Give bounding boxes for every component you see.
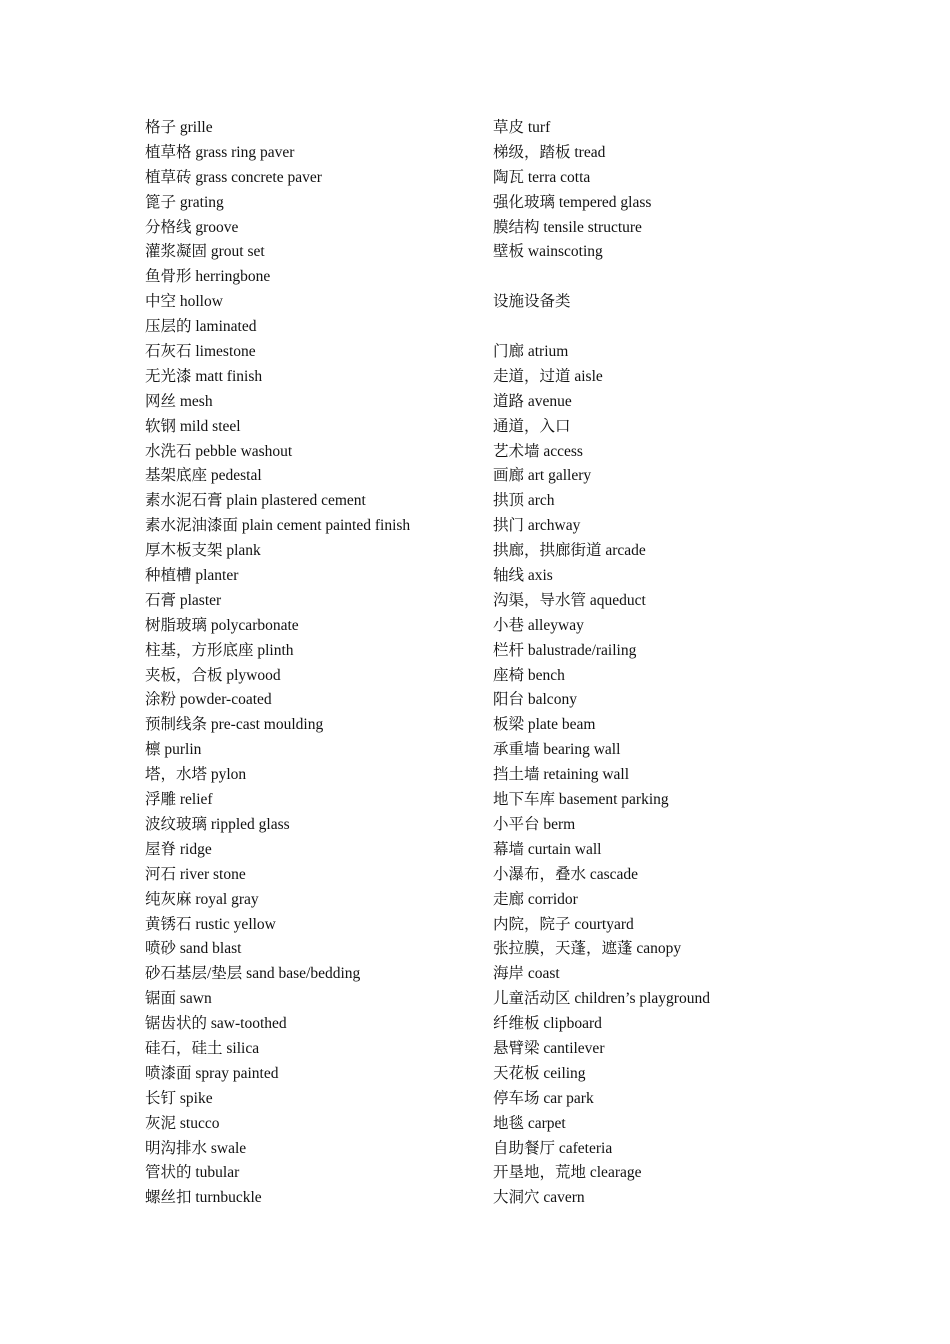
glossary-entry: 长钉 spike [145,1089,213,1107]
glossary-entry: 喷砂 sand blast [145,940,242,958]
glossary-entry: 种植槽 planter [145,567,239,585]
glossary-entry: 栏杆 balustrade/railing [493,641,637,659]
glossary-entry: 檩 purlin [145,741,202,759]
glossary-entry: 波纹玻璃 rippled glass [145,815,290,833]
glossary-entry: 儿童活动区 children’s playground [493,990,710,1008]
glossary-entry: 基架底座 pedestal [145,467,262,485]
glossary-entry: 塔，水塔 pylon [145,766,247,784]
glossary-entry: 地下车库 basement parking [493,791,669,809]
glossary-entry: 悬臂梁 cantilever [493,1039,605,1057]
glossary-entry: 道路 avenue [493,392,572,410]
glossary-entry: 地毯 carpet [493,1114,566,1132]
glossary-entry: 梯级，踏板 tread [493,143,606,161]
glossary-entry: 画廊 art gallery [493,467,592,485]
glossary-entry: 板梁 plate beam [493,716,596,734]
section-heading: 设施设备类 [493,293,571,311]
glossary-entry: 拱顶 arch [493,492,555,510]
glossary-entry: 压层的 laminated [145,318,257,336]
glossary-entry: 灌浆凝固 grout set [145,243,265,261]
glossary-entry: 黄锈石 rustic yellow [145,915,276,933]
glossary-entry: 门廊 atrium [493,343,569,361]
glossary-entry: 砂石基层/垫层 sand base/bedding [145,965,361,983]
glossary-entry: 通道，入口 [493,417,571,435]
glossary-entry: 小平台 berm [493,815,576,833]
glossary-entry: 大洞穴 cavern [493,1189,585,1207]
glossary-entry: 石膏 plaster [145,591,222,609]
glossary-entry: 纯灰麻 royal gray [145,890,259,908]
glossary-entry: 座椅 bench [493,666,565,684]
glossary-entry: 轴线 axis [493,567,553,585]
glossary-entry: 拱门 archway [493,517,581,535]
glossary-entry: 阳台 balcony [493,691,577,709]
glossary-entry: 壁板 wainscoting [493,243,603,261]
glossary-entry: 张拉膜，天蓬，遮蓬 canopy [493,940,682,958]
glossary-entry: 中空 hollow [145,293,223,311]
glossary-entry: 河石 river stone [145,865,246,883]
glossary-entry: 停车场 car park [493,1089,594,1107]
glossary-entry: 强化玻璃 tempered glass [493,193,652,211]
blank-line [493,265,823,290]
glossary-entry: 柱基，方形底座 plinth [145,641,294,659]
glossary-entry: 明沟排水 swale [145,1139,247,1157]
glossary-entry: 水洗石 pebble washout [145,442,293,460]
glossary-entry: 拱廊，拱廊街道 arcade [493,542,646,560]
glossary-entry: 植草格 grass ring paver [145,143,295,161]
glossary-entry: 承重墙 bearing wall [493,741,621,759]
glossary-entry: 走廊 corridor [493,890,578,908]
glossary-entry: 走道，过道 aisle [493,367,603,385]
glossary-entry: 自助餐厅 cafeteria [493,1139,613,1157]
glossary-entry: 厚木板支架 plank [145,542,261,560]
glossary-entry: 格子 grille [145,119,213,136]
glossary-entry: 内院，院子 courtyard [493,915,634,933]
glossary-entry: 鱼骨形 herringbone [145,268,271,286]
glossary-entry: 植草砖 grass concrete paver [145,168,322,186]
glossary-entry: 小巷 alleyway [493,616,584,634]
glossary-entry: 草皮 turf [493,119,551,136]
glossary-entry: 沟渠，导水管 aqueduct [493,591,646,609]
glossary-entry: 锯面 sawn [145,990,212,1008]
glossary-entry: 硅石，硅土 silica [145,1039,260,1057]
glossary-entry: 软钢 mild steel [145,417,241,435]
glossary-entry: 锯齿状的 saw-toothed [145,1015,287,1033]
glossary-entry: 艺术墙 access [493,442,583,460]
glossary-entry: 幕墙 curtain wall [493,840,602,858]
glossary-entry: 管状的 tubular [145,1164,240,1182]
glossary-entry: 灰泥 stucco [145,1114,220,1132]
glossary-entry: 树脂玻璃 polycarbonate [145,616,299,634]
glossary-entry: 浮雕 relief [145,791,213,809]
glossary-entry: 膜结构 tensile structure [493,218,642,236]
glossary-entry: 陶瓦 terra cotta [493,168,591,186]
glossary-entry: 天花板 ceiling [493,1064,586,1082]
glossary-entry: 海岸 coast [493,965,560,983]
glossary-entry: 网丝 mesh [145,392,213,410]
glossary-entry: 夹板，合板 plywood [145,666,281,684]
glossary-entry: 喷漆面 spray painted [145,1064,279,1082]
glossary-entry: 分格线 groove [145,218,239,236]
glossary-entry: 开垦地，荒地 clearage [493,1164,642,1182]
glossary-entry: 小瀑布，叠水 cascade [493,865,639,883]
glossary-entry: 屋脊 ridge [145,840,212,858]
glossary-entry: 素水泥石膏 plain plastered cement [145,492,366,510]
glossary-entry: 螺丝扣 turnbuckle [145,1189,262,1207]
blank-line [493,315,823,340]
glossary-entry: 预制线条 pre-cast moulding [145,716,324,734]
glossary-entry: 纤维板 clipboard [493,1015,602,1033]
glossary-entry: 篦子 grating [145,193,224,211]
glossary-entry: 无光漆 matt finish [145,367,263,385]
left-glossary-column [145,116,475,1211]
right-glossary-column [493,116,823,1211]
glossary-entry: 石灰石 limestone [145,343,256,361]
glossary-entry: 素水泥油漆面 plain cement painted finish [145,517,411,535]
glossary-entry: 涂粉 powder-coated [145,691,272,709]
glossary-entry: 挡土墙 retaining wall [493,766,630,784]
